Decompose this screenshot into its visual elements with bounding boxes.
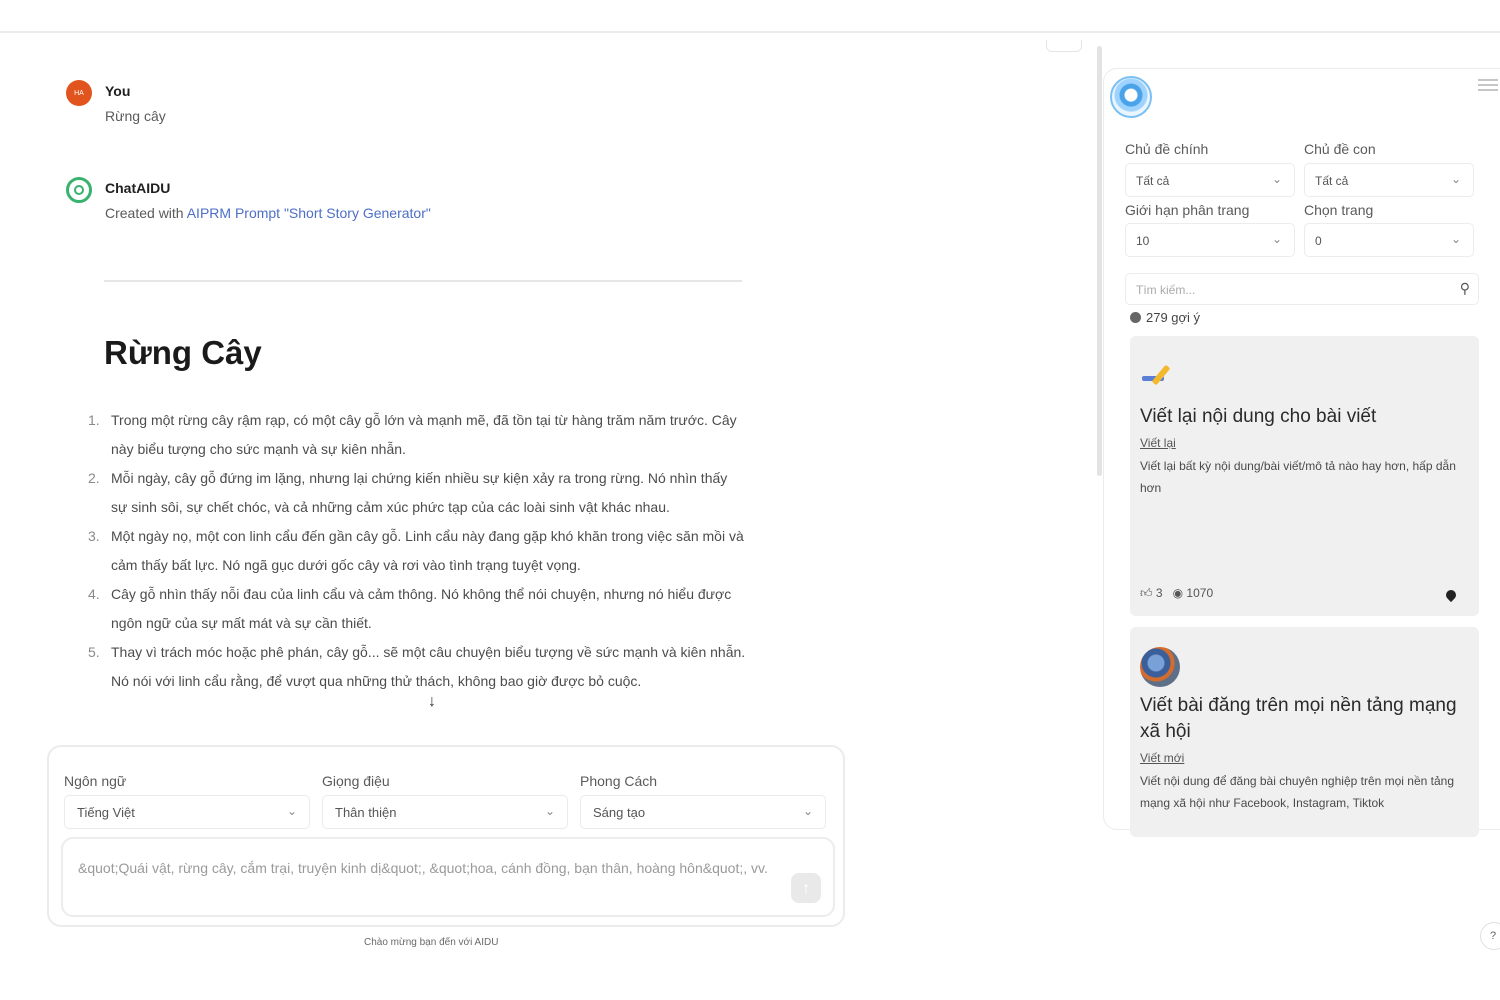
- tone-value: Thân thiện: [335, 805, 397, 820]
- prompt-count-icon: [1130, 312, 1141, 323]
- card-title: Viết lại nội dung cho bài viết: [1140, 406, 1377, 427]
- pin-icon[interactable]: [1444, 588, 1458, 602]
- search-input[interactable]: [1125, 273, 1479, 305]
- send-icon: ↑: [801, 877, 811, 898]
- tone-label: Giọng điệu: [322, 773, 390, 789]
- bot-avatar-icon: [66, 177, 92, 203]
- like-count: 3: [1155, 586, 1163, 600]
- page-select-value: 0: [1315, 234, 1322, 248]
- main-topic-select[interactable]: [1125, 163, 1295, 197]
- message-divider: [104, 280, 742, 282]
- scroll-down-button[interactable]: [420, 690, 444, 714]
- chevron-down-icon: ⌄: [1271, 232, 1282, 246]
- arrow-down-icon: ↓: [428, 693, 436, 710]
- chevron-down-icon: ⌄: [1450, 232, 1461, 246]
- bot-message-text: [105, 205, 431, 221]
- user-name: You: [105, 83, 131, 99]
- app-logo-icon: [1110, 76, 1152, 118]
- card-tag[interactable]: Viết lại: [1140, 436, 1176, 450]
- story-item-number: 2.: [88, 470, 100, 486]
- sub-topic-label: Chủ đề con: [1304, 141, 1376, 157]
- page-limit-value: 10: [1136, 234, 1150, 248]
- send-button[interactable]: [791, 873, 821, 903]
- story-item-number: 4.: [88, 586, 100, 602]
- sub-topic-select[interactable]: [1304, 163, 1474, 197]
- story-item-text: Trong một rừng cây rậm rạp, có một cây gỗ lớn và mạnh mẽ, đã tồn tại từ hàng trăm năm trước. Cây này biểu tượng cho sức mạnh và sự kiên nhẫn.: [111, 412, 737, 457]
- page-limit-label: Giới hạn phân trang: [1125, 202, 1250, 218]
- language-select[interactable]: [64, 795, 310, 829]
- view-count: 1070: [1186, 586, 1214, 600]
- suggestion-count: [1130, 310, 1200, 325]
- story-item: [86, 638, 746, 696]
- chevron-down-icon: ⌄: [286, 804, 297, 818]
- eye-icon: ◉: [1172, 586, 1184, 600]
- bot-name: ChatAIDU: [105, 180, 171, 196]
- sub-topic-value: Tất cả: [1315, 174, 1349, 188]
- card-description: Viết nội dung để đăng bài chuyên nghiệp trên mọi nền tảng mạng xã hội như Facebook, Instagram, Tiktok: [1140, 774, 1455, 810]
- story-title: Rừng Cây: [104, 334, 262, 371]
- story-fade: [86, 722, 766, 742]
- story-item-number: 1.: [88, 412, 100, 428]
- story-item-number: 3.: [88, 528, 100, 544]
- story-item: [86, 464, 746, 522]
- prompt-placeholder: &quot;Quái vật, rừng cây, cắm trại, truyện kinh dị&quot;, &quot;hoa, cánh đồng, bạn thân, hoàng hôn&quot;, vv.: [78, 860, 768, 876]
- bot-message-prefix: Created with: [105, 205, 187, 221]
- prompt-card[interactable]: [1130, 627, 1479, 837]
- story-list: [86, 406, 746, 740]
- prompt-card[interactable]: [1130, 336, 1479, 616]
- thumbs-up-icon: 👍︎: [1140, 586, 1153, 600]
- search-placeholder: Tìm kiếm...: [1136, 283, 1196, 297]
- story-item: [86, 580, 746, 638]
- main-topic-value: Tất cả: [1136, 174, 1170, 188]
- card-stats: [1140, 586, 1213, 601]
- story-item-text: Một ngày nọ, một con linh cẩu đến gần cây gỗ. Linh cẩu này đang gặp khó khăn trong việc săn mồi và cảm thấy bất lực. Nó ngã gục dưới gốc cây và rơi vào tình trạng tuyệt vọng.: [111, 528, 744, 573]
- story-item-text: Cây gỗ nhìn thấy nỗi đau của linh cẩu và cảm thông. Nó không thể nói chuyện, nhưng nó hiểu được ngôn ngữ của sự mất mát và sự cần thiết.: [111, 586, 732, 631]
- pen-icon: [1142, 360, 1182, 390]
- user-message-text: Rừng cây: [105, 108, 166, 124]
- style-select[interactable]: [580, 795, 826, 829]
- footer-note: Chào mừng bạn đến với AIDU: [364, 937, 499, 948]
- top-tab-handle[interactable]: [1046, 40, 1082, 52]
- top-divider: [0, 31, 1500, 33]
- search-icon[interactable]: ⚲: [1459, 280, 1470, 296]
- story-item-text: Mỗi ngày, cây gỗ đứng im lặng, nhưng lại chứng kiến nhiều sự kiện xảy ra trong rừng. Nó nhìn thấy sự sinh sôi, sự chết chóc, và cả những cảm xúc phức tạp của các loài sinh vật khác nhau.: [111, 470, 728, 515]
- user-avatar: [66, 80, 92, 106]
- suggestion-count-text: 279 gợi ý: [1146, 310, 1201, 325]
- language-label: Ngôn ngữ: [64, 773, 127, 789]
- aiprm-prompt-link[interactable]: AIPRM Prompt "Short Story Generator": [186, 205, 431, 221]
- question-icon: ?: [1490, 930, 1497, 942]
- story-item-number: 5.: [88, 644, 100, 660]
- chevron-down-icon: ⌄: [1450, 172, 1461, 186]
- tone-select[interactable]: [322, 795, 568, 829]
- chat-scrollbar[interactable]: [1097, 46, 1102, 476]
- card-description: Viết lại bất kỳ nội dung/bài viết/mô tả nào hay hơn, hấp dẫn hơn: [1140, 459, 1456, 495]
- chevron-down-icon: ⌄: [1271, 172, 1282, 186]
- story-item: [86, 522, 746, 580]
- main-topic-label: Chủ đề chính: [1125, 141, 1209, 157]
- composer: [47, 745, 845, 927]
- user-initials: HA: [74, 89, 84, 97]
- chevron-down-icon: ⌄: [802, 804, 813, 818]
- story-item-text: Thay vì trách móc hoặc phê phán, cây gỗ... sẽ một câu chuyện biểu tượng về sức mạnh và kiên nhẫn. Nó nói với linh cẩu rằng, để vượt qua những thử thách, không bao giờ được bỏ cuộc.: [111, 644, 746, 689]
- page-select-label: Chọn trang: [1304, 202, 1374, 218]
- style-value: Sáng tạo: [593, 805, 646, 820]
- story-item: [86, 406, 746, 464]
- page-limit-select[interactable]: [1125, 223, 1295, 257]
- help-button[interactable]: [1480, 922, 1500, 950]
- card-tag[interactable]: Viết mới: [1140, 751, 1185, 765]
- card-title: Viết bài đăng trên mọi nền tảng mạng xã hội: [1140, 695, 1457, 742]
- prompt-input[interactable]: [61, 837, 835, 917]
- menu-icon[interactable]: [1478, 79, 1498, 95]
- globe-icon: [1140, 647, 1180, 687]
- chevron-down-icon: ⌄: [544, 804, 555, 818]
- style-label: Phong Cách: [580, 773, 658, 789]
- page-select[interactable]: [1304, 223, 1474, 257]
- language-value: Tiếng Việt: [77, 805, 135, 820]
